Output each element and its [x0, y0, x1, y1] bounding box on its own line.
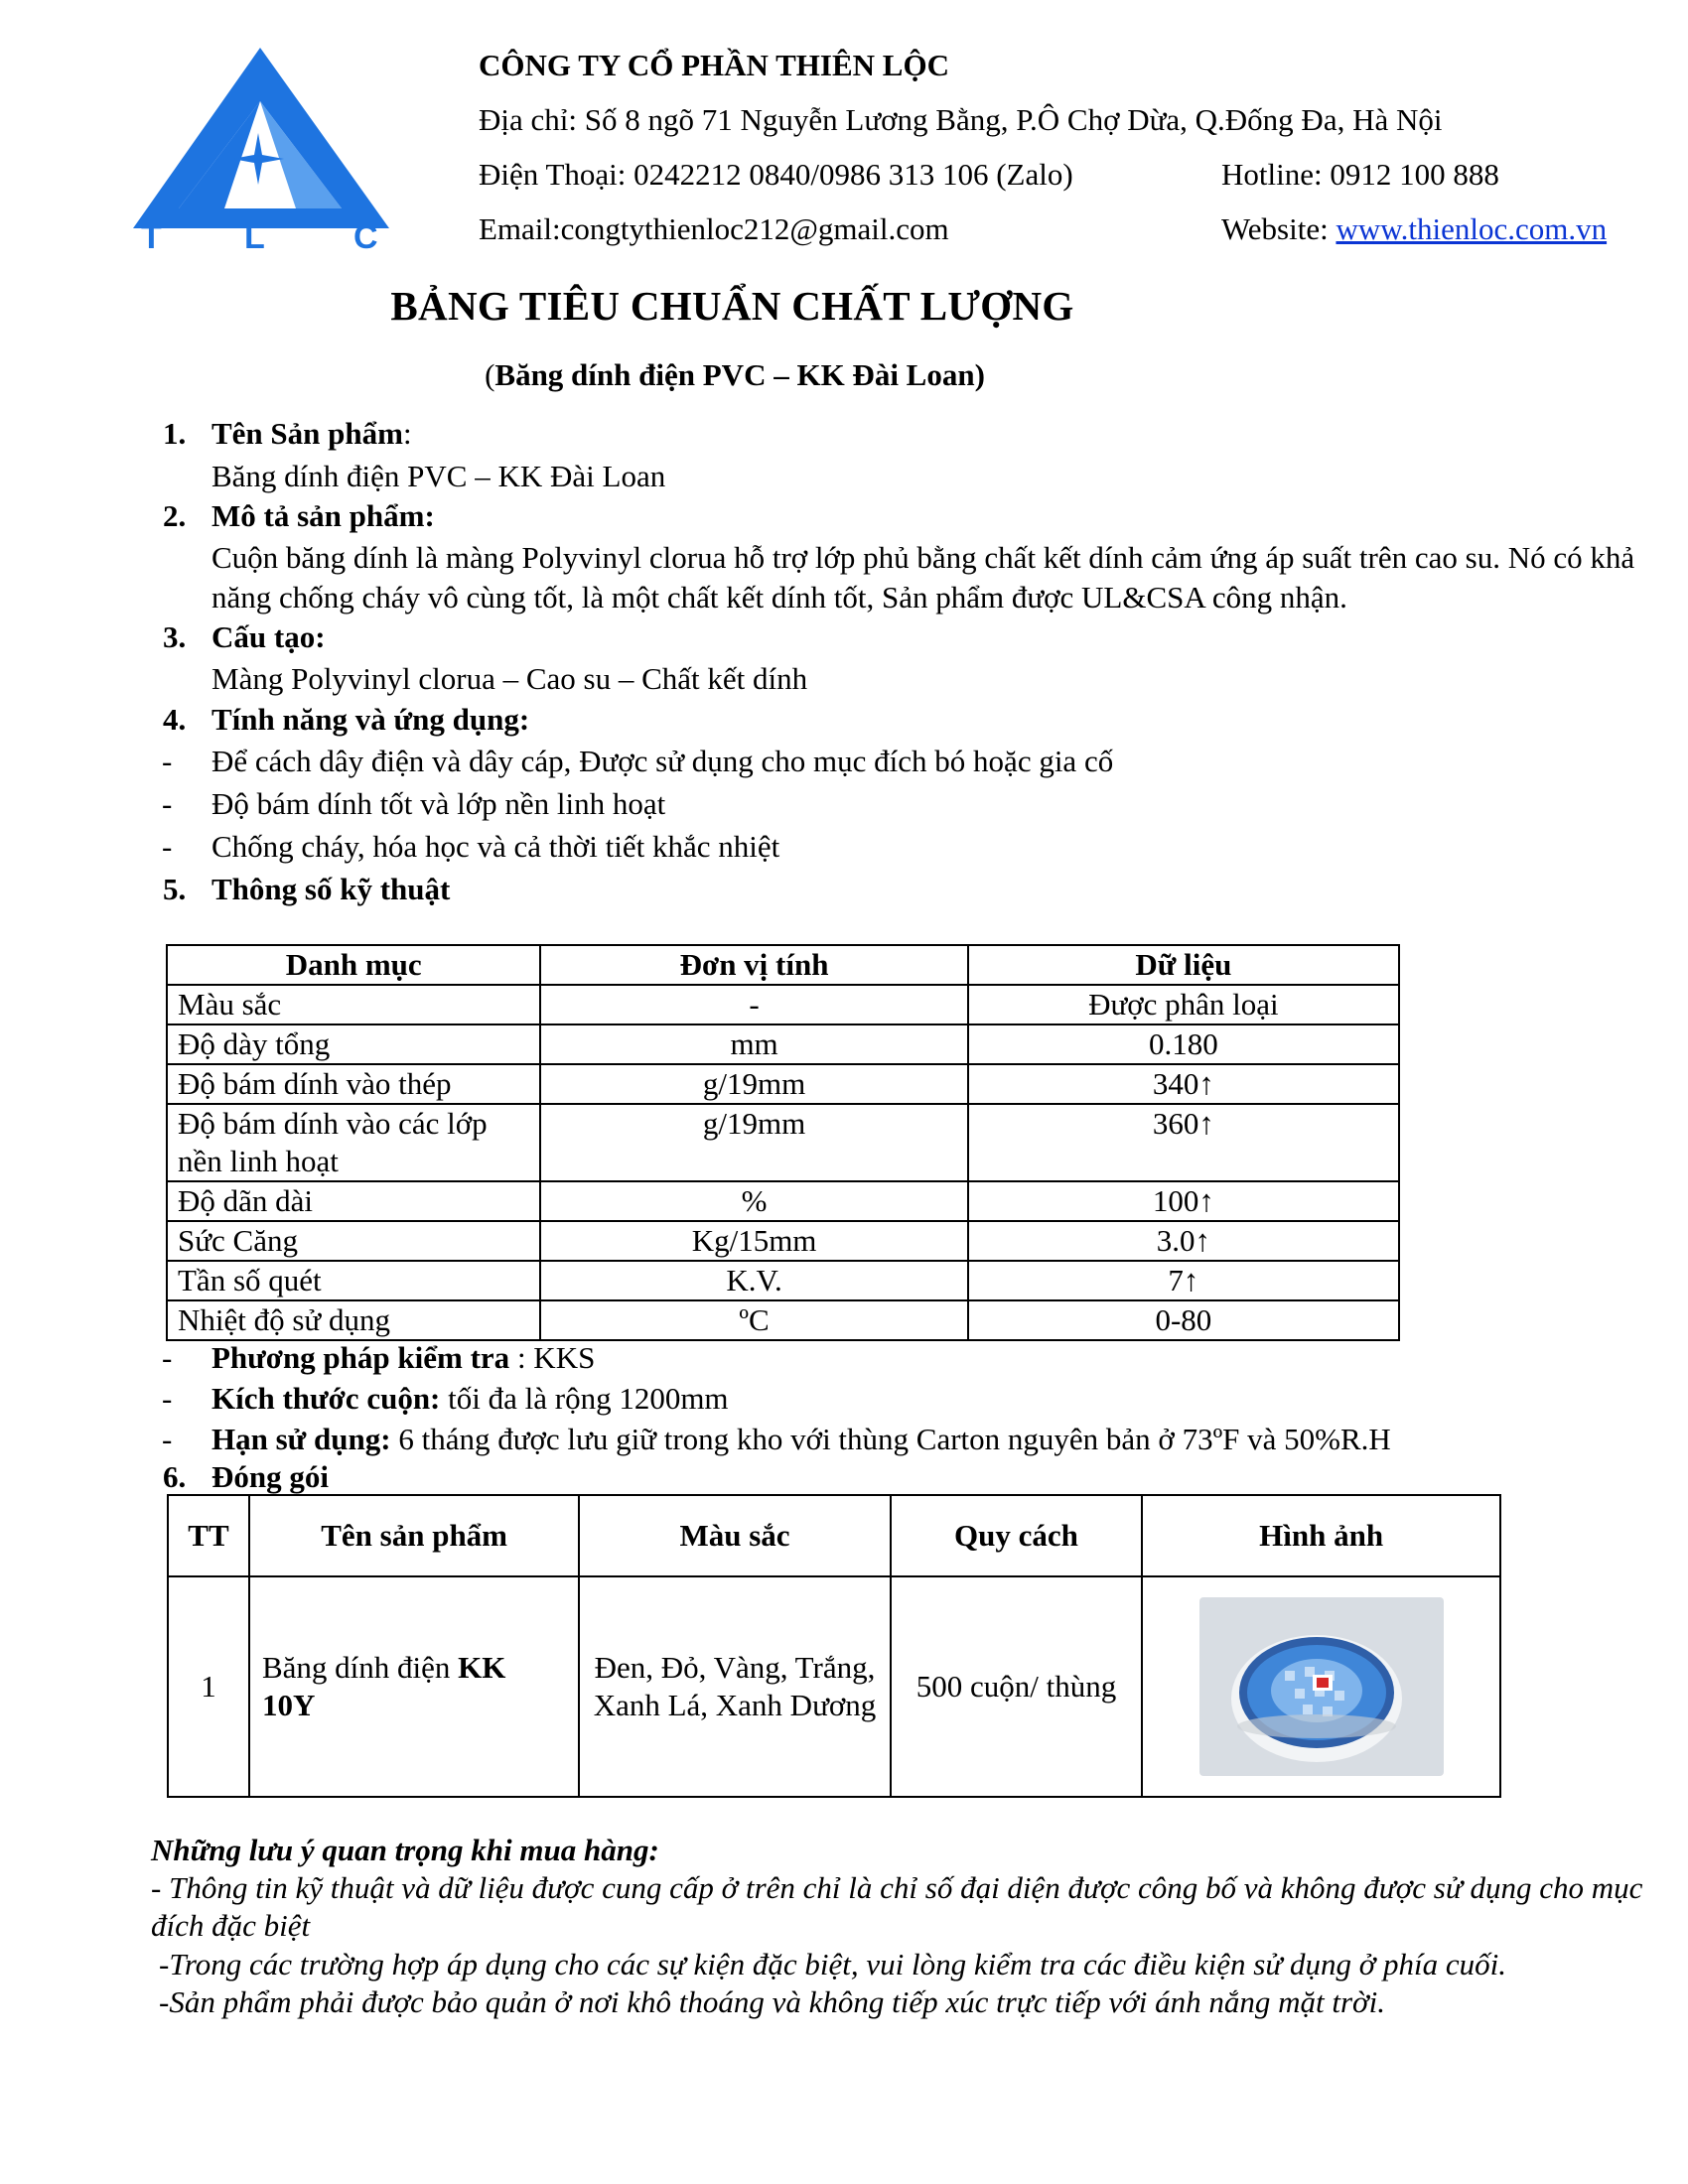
section-3-title: Cấu tạo:: [211, 619, 326, 654]
shelf-life: [211, 1420, 1391, 1459]
company-hotline: Hotline: 0912 100 888: [1221, 157, 1499, 192]
product-image-cell: [1142, 1576, 1500, 1797]
header-product-name: Tên sản phẩm: [249, 1495, 579, 1576]
section-2-number: 2.: [163, 498, 187, 533]
spec-value: 340↑: [968, 1064, 1399, 1104]
header-data: Dữ liệu: [968, 945, 1399, 985]
document-subtitle: [0, 355, 1470, 395]
packaging-table-header: [168, 1495, 1500, 1576]
table-row: [167, 1221, 1399, 1261]
bullet-dash: -: [162, 1381, 173, 1416]
packaging-table: [167, 1494, 1501, 1798]
spec-item: Độ bám dính vào thép: [167, 1064, 540, 1104]
spec-item: Độ dãn dài: [167, 1181, 540, 1221]
section-1-body: Băng dính điện PVC – KK Đài Loan: [211, 459, 666, 493]
note-item: -Sản phẩm phải được bảo quản ở nơi khô thoáng và không tiếp xúc trực tiếp với ánh nắng mặt trời.: [159, 1984, 1385, 2019]
company-logo: [121, 44, 403, 252]
spec-value: 360↑: [968, 1104, 1399, 1181]
header-tt: TT: [168, 1495, 249, 1576]
spec-table-header: [167, 945, 1399, 985]
spec-value: 0.180: [968, 1024, 1399, 1064]
tape-roll-image: [1199, 1597, 1444, 1776]
subtitle-paren: (: [485, 357, 495, 392]
feature-item: Chống cháy, hóa học và cả thời tiết khắc nhiệt: [211, 829, 780, 864]
spec-unit: -: [540, 985, 967, 1024]
notes-title: Những lưu ý quan trọng khi mua hàng:: [151, 1833, 659, 1867]
spec-item: Tần số quét: [167, 1261, 540, 1300]
section-4-number: 4.: [163, 702, 187, 737]
document-title: BẢNG TIÊU CHUẨN CHẤT LƯỢNG: [390, 283, 1074, 329]
table-row: [167, 1300, 1399, 1340]
logo-letter-l: L: [244, 218, 265, 252]
table-row: [168, 1576, 1500, 1797]
row-number: 1: [168, 1576, 249, 1797]
feature-item: Để cách dây điện và dây cáp, Được sử dụng cho mục đích bó hoặc gia cố: [211, 744, 1114, 778]
product-name-prefix: Băng dính điện: [261, 1650, 459, 1685]
spec-item: Nhiệt độ sử dụng: [167, 1300, 540, 1340]
website-link[interactable]: www.thienloc.com.vn: [1336, 211, 1608, 246]
bullet-dash: -: [162, 786, 173, 821]
feature-item: Độ bám dính tốt và lớp nền linh hoạt: [211, 786, 666, 821]
spec-value: 0-80: [968, 1300, 1399, 1340]
section-1-heading: [211, 414, 412, 454]
bullet-dash: -: [162, 1422, 173, 1456]
product-name: [249, 1576, 579, 1797]
spec-value: Được phân loại: [968, 985, 1399, 1024]
spec-item: Độ dày tổng: [167, 1024, 540, 1064]
section-1-colon: :: [402, 416, 412, 451]
spec-unit: g/19mm: [540, 1064, 967, 1104]
spec-unit: Kg/15mm: [540, 1221, 967, 1261]
table-row: [167, 1064, 1399, 1104]
spec-value: 100↑: [968, 1181, 1399, 1221]
section-1-title: Tên Sản phẩm: [211, 416, 403, 451]
spec-unit: %: [540, 1181, 967, 1221]
spec-table: [166, 944, 1400, 1341]
company-address: Địa chỉ: Số 8 ngõ 71 Nguyễn Lương Bằng, P.Ô Chợ Dừa, Q.Đống Đa, Hà Nội: [479, 102, 1443, 137]
table-row: [167, 985, 1399, 1024]
section-6-number: 6.: [163, 1459, 187, 1494]
roll-size-label: Kích thước cuộn:: [211, 1381, 441, 1416]
section-3-body: Màng Polyvinyl clorua – Cao su – Chất kết dính: [211, 661, 808, 696]
spec-value: 7↑: [968, 1261, 1399, 1300]
spec-unit: ºC: [540, 1300, 967, 1340]
table-row: [167, 1261, 1399, 1300]
shelf-life-value: 6 tháng được lưu giữ trong kho với thùng Carton nguyên bản ở 73ºF và 50%R.H: [390, 1422, 1391, 1456]
website-label: Website:: [1221, 211, 1336, 246]
section-5-number: 5.: [163, 872, 187, 906]
test-method-label: Phương pháp kiểm tra: [211, 1340, 510, 1375]
spec-item: Độ bám dính vào các lớp nền linh hoạt: [167, 1104, 540, 1181]
spec-unit: mm: [540, 1024, 967, 1064]
logo-letter-c: C: [353, 218, 378, 252]
table-row: [167, 1181, 1399, 1221]
shelf-life-label: Hạn sử dụng:: [211, 1422, 391, 1456]
table-row: [167, 1024, 1399, 1064]
product-model: KK 10Y: [261, 1650, 506, 1722]
bullet-dash: -: [162, 1340, 173, 1375]
roll-size-value: tối đa là rộng 1200mm: [440, 1381, 729, 1416]
spec-value: 3.0↑: [968, 1221, 1399, 1261]
header-image: Hình ảnh: [1142, 1495, 1500, 1576]
header-category: Danh mục: [167, 945, 540, 985]
company-name: CÔNG TY CỔ PHẦN THIÊN LỘC: [479, 48, 949, 82]
section-2-body: Cuộn băng dính là màng Polyvinyl clorua hỗ trợ lớp phủ bằng chất kết dính cảm ứng áp suất trên cao su. Nó có khả năng chống cháy vô cùng tốt, là một chất kết dính tốt, Sản phẩm được UL&CSA công nhận.: [211, 540, 1635, 614]
product-packing: 500 cuộn/ thùng: [891, 1576, 1143, 1797]
company-email: Email:congtythienloc212@gmail.com: [479, 211, 949, 246]
spec-item: Màu sắc: [167, 985, 540, 1024]
note-item: - Thông tin kỹ thuật và dữ liệu được cung cấp ở trên chỉ là chỉ số đại diện được công bố và không được sử dụng cho mục đích đặc biệt: [151, 1870, 1643, 1943]
spec-item: Sức Căng: [167, 1221, 540, 1261]
note-item: -Trong các trường hợp áp dụng cho các sự kiện đặc biệt, vui lòng kiểm tra các điều kiện sử dụng ở phía cuối.: [159, 1947, 1507, 1981]
section-6-title: Đóng gói: [211, 1459, 329, 1494]
test-method-value: : KKS: [509, 1340, 596, 1375]
company-phone: Điện Thoại: 0242212 0840/0986 313 106 (Zalo): [479, 157, 1073, 192]
section-5-title: Thông số kỹ thuật: [211, 872, 451, 906]
header-unit: Đơn vị tính: [540, 945, 967, 985]
company-website: [1221, 209, 1607, 249]
test-method: [211, 1338, 595, 1378]
subtitle-text: Băng dính điện PVC – KK Đài Loan): [494, 357, 985, 392]
roll-size: [211, 1379, 729, 1419]
section-2-title: Mô tả sản phẩm:: [211, 498, 435, 533]
header-color: Màu sắc: [579, 1495, 890, 1576]
section-4-title: Tính năng và ứng dụng:: [211, 702, 530, 737]
logo-letter-t: T: [141, 218, 162, 252]
section-3-number: 3.: [163, 619, 187, 654]
product-colors: Đen, Đỏ, Vàng, Trắng, Xanh Lá, Xanh Dương: [579, 1576, 890, 1797]
bullet-dash: -: [162, 829, 173, 864]
header-spec: Quy cách: [891, 1495, 1143, 1576]
section-1-number: 1.: [163, 416, 187, 451]
table-row: [167, 1104, 1399, 1181]
spec-unit: K.V.: [540, 1261, 967, 1300]
spec-unit: g/19mm: [540, 1104, 967, 1181]
bullet-dash: -: [162, 744, 173, 778]
